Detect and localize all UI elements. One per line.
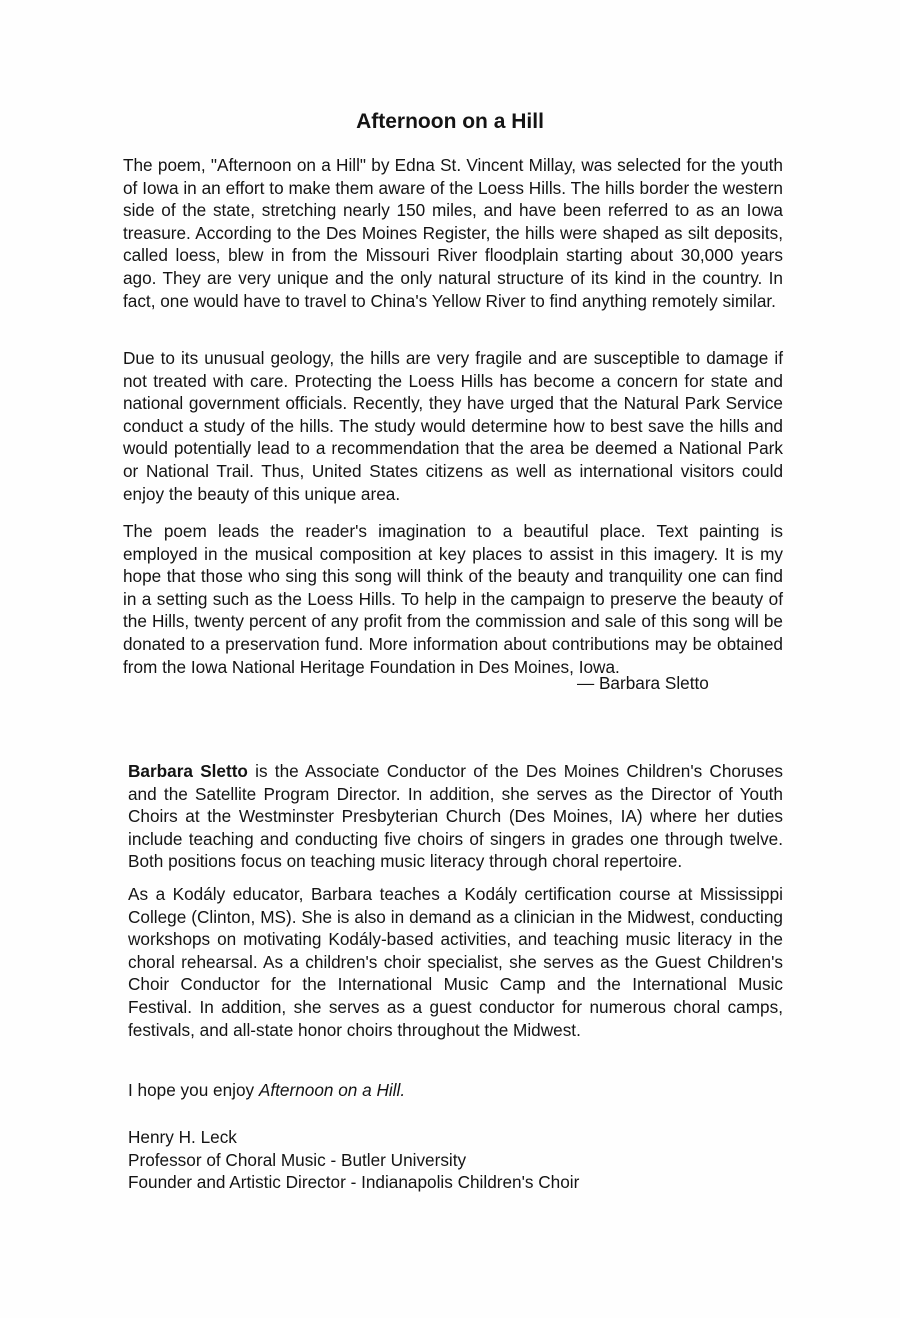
- closing-line: [128, 1080, 405, 1101]
- credit-name: Henry H. Leck: [128, 1127, 237, 1147]
- geology-paragraph: Due to its unusual geology, the hills are very fragile and are susceptible to damage if not treated with care. Protecting the Loess Hills has become a concern for state and national government officials. Recently, they have urged that the Natural Park Service conduct a study of the hills. The study would determine how to best save the hills and would potentially lead to a recommendation that the area be deemed a National Park or National Trail. Thus, United States citizens as well as international visitors could enjoy the beauty of this unique area.: [123, 348, 783, 504]
- closing-title: Afternoon on a Hill.: [258, 1080, 406, 1100]
- author-signature: — Barbara Sletto: [577, 673, 709, 693]
- credit-position: Professor of Choral Music - Butler University: [128, 1149, 467, 1170]
- bio-name: Barbara Sletto: [128, 761, 248, 781]
- bio-paragraph-text: is the Associate Conductor of the Des Moines Children's Choruses and the Satellite Program Director. In addition, she serves as the Director of Youth Choirs at the Westminster Presbyterian Church (Des Moines, IA) where her duties include teaching and conducting five choirs of singers in grades one through twelve. Both positions focus on teaching music literacy through choral repertoire.: [128, 761, 783, 872]
- closing-prefix: I hope you enjoy: [128, 1080, 259, 1100]
- bio-paragraph: [128, 760, 783, 873]
- poem-paragraph: The poem leads the reader's imagination to a beautiful place. Text painting is employed in the musical composition at key places to assist in this imagery. It is my hope that those who sing this song will think of the beauty and tranquility one can find in a setting such as the Loess Hills. To help in the campaign to preserve the beauty of the Hills, twenty percent of any profit from the commission and sale of this song will be donated to a preservation fund. More information about contributions may be obtained from the Iowa National Heritage Foundation in Des Moines, Iowa.: [123, 521, 783, 677]
- bio-paragraph-kodaly: As a Kodály educator, Barbara teaches a Kodály certification course at Mississippi College (Clinton, MS). She is also in demand as a clinician in the Midwest, conducting workshops on motivating Kodály-based activities, and teaching music literacy in the choral rehearsal. As a children's choir specialist, she serves as the Guest Children's Choir Conductor for the International Music Camp and the International Music Festival. In addition, she serves as a guest conductor for numerous choral camps, festivals, and all-state honor choirs throughout the Midwest.: [128, 884, 783, 1040]
- document-title: Afternoon on a Hill: [356, 110, 544, 133]
- credit-block: [128, 1126, 579, 1194]
- credit-position-2: Founder and Artistic Director - Indianapolis Children's Choir: [128, 1172, 580, 1193]
- intro-paragraph: The poem, "Afternoon on a Hill" by Edna St. Vincent Millay, was selected for the youth of Iowa in an effort to make them aware of the Loess Hills. The hills border the western side of the state, stretching nearly 150 miles, and have been referred to as an Iowa treasure. According to the Des Moines Register, the hills were shaped as silt deposits, called loess, blew in from the Missouri River floodplain starting about 30,000 years ago. They are very unique and the only natural structure of its kind in the country. In fact, one would have to travel to China's Yellow River to find anything remotely similar.: [123, 155, 783, 311]
